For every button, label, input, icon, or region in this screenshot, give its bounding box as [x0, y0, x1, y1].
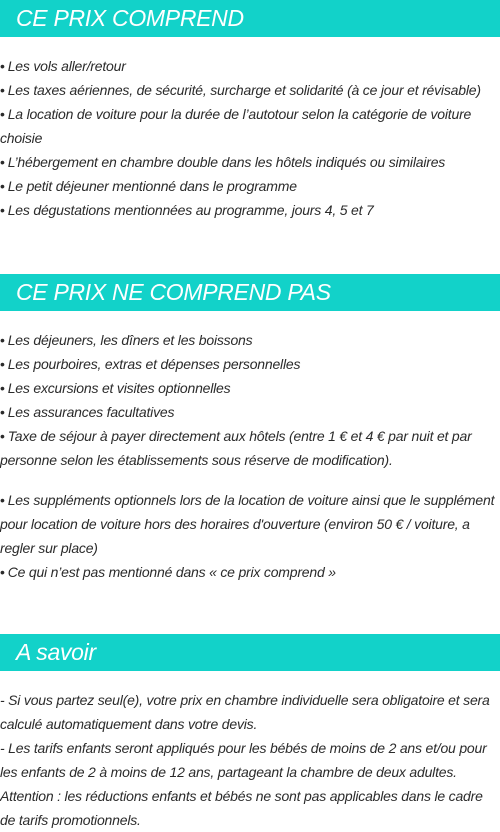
bullet-icon: •	[0, 428, 5, 444]
bullet-icon: •	[0, 178, 5, 194]
list-item: • Les taxes aériennes, de sécurité, surcharge et solidarité (à ce jour et révisable)	[0, 82, 481, 98]
note-paragraph: - Les tarifs enfants seront appliqués pour les bébés de moins de 2 ans et/ou pour les enfants de 2 à moins de 12 ans, partageant la chambre de deux adultes. Attention : les réductions enfants et bébés ne sont pas applicables dans le cadre de tarifs promotionnels.	[0, 740, 487, 828]
price-includes-list	[0, 54, 500, 222]
list-item: • Ce qui n’est pas mentionné dans « ce prix comprend »	[0, 564, 336, 580]
bullet-icon: •	[0, 380, 5, 396]
section-header-good-to-know	[0, 634, 500, 671]
bullet-icon: •	[0, 492, 5, 508]
bullet-icon: •	[0, 202, 5, 218]
list-item: • Les dégustations mentionnées au programme, jours 4, 5 et 7	[0, 202, 374, 218]
price-excludes-list	[0, 328, 500, 584]
section-title: A savoir	[16, 639, 96, 665]
note-paragraph: - Si vous partez seul(e), votre prix en chambre individuelle sera obligatoire et sera calculé automatiquement dans votre devis.	[0, 692, 490, 732]
bullet-icon: •	[0, 58, 5, 74]
bullet-icon: •	[0, 564, 5, 580]
section-title: CE PRIX COMPREND	[16, 5, 244, 31]
list-item: • Les assurances facultatives	[0, 404, 175, 420]
section-header-price-excludes	[0, 274, 500, 311]
list-item: • L’hébergement en chambre double dans les hôtels indiqués ou similaires	[0, 154, 446, 170]
good-to-know-notes	[0, 688, 500, 832]
list-item: • Le petit déjeuner mentionné dans le programme	[0, 178, 297, 194]
list-item: • Les suppléments optionnels lors de la location de voiture ainsi que le supplément pour location de voiture hors des horaires d'ouverture (environ 50 € / voiture, a regler sur place)	[0, 492, 495, 556]
section-header-price-includes	[0, 0, 500, 37]
list-item: • Taxe de séjour à payer directement aux hôtels (entre 1 € et 4 € par nuit et par personne selon les établissements sous réserve de modification).	[0, 428, 472, 468]
list-item: • Les vols aller/retour	[0, 58, 126, 74]
bullet-icon: •	[0, 404, 5, 420]
bullet-icon: •	[0, 356, 5, 372]
list-item: • Les déjeuners, les dîners et les boissons	[0, 332, 253, 348]
bullet-icon: •	[0, 82, 5, 98]
list-item: • Les pourboires, extras et dépenses personnelles	[0, 356, 301, 372]
list-item: • Les excursions et visites optionnelles	[0, 380, 231, 396]
list-item: • La location de voiture pour la durée de l’autotour selon la catégorie de voiture choisie	[0, 106, 472, 146]
bullet-icon: •	[0, 106, 5, 122]
bullet-icon: •	[0, 332, 5, 348]
bullet-icon: •	[0, 154, 5, 170]
section-title: CE PRIX NE COMPREND PAS	[16, 279, 331, 305]
